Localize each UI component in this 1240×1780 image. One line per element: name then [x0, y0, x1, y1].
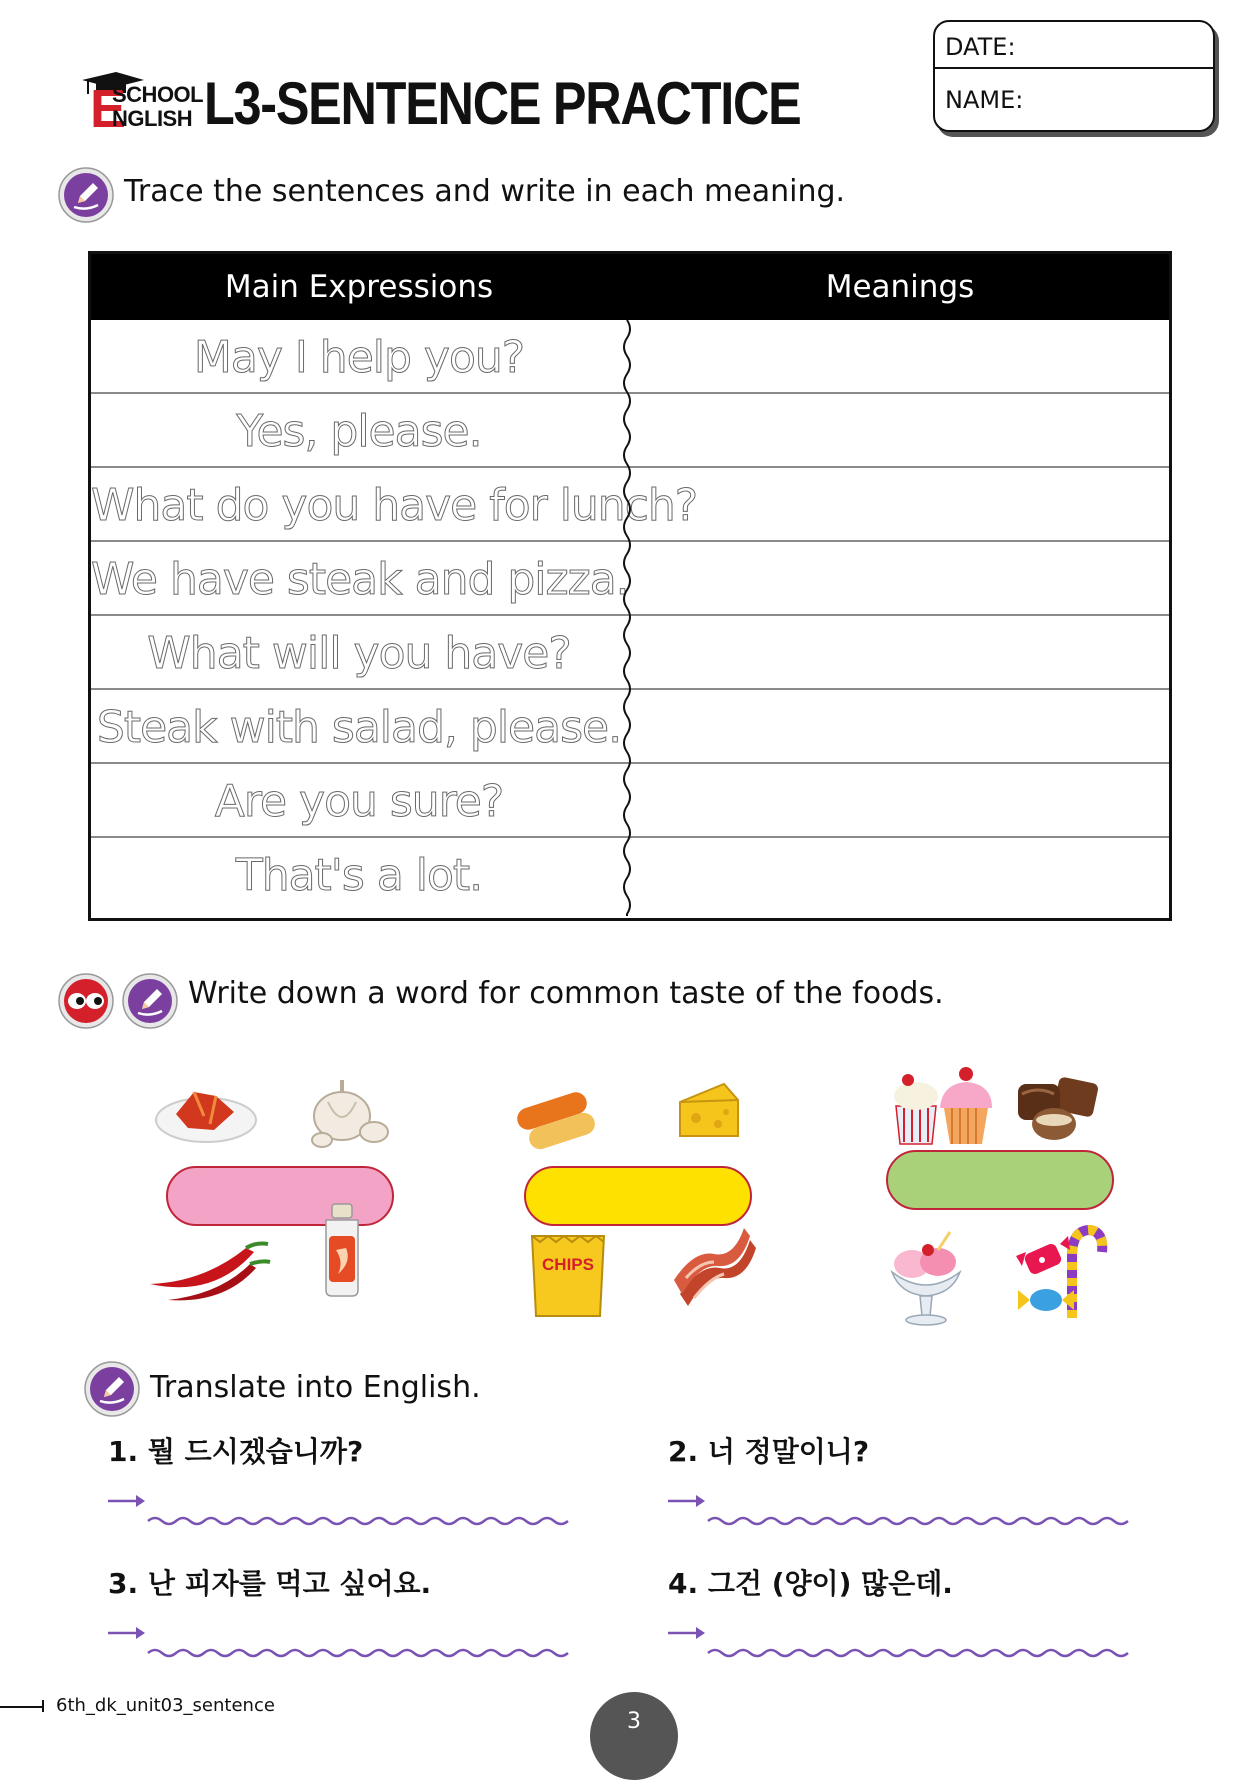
trace-sentence[interactable]: That's a lot. — [235, 850, 483, 901]
meaning-cell[interactable] — [631, 542, 1169, 614]
chili-pepper-icon — [144, 1238, 274, 1308]
meaning-cell[interactable] — [631, 838, 1169, 910]
bacon-icon — [670, 1224, 758, 1318]
trace-sentence[interactable]: Are you sure? — [214, 776, 504, 827]
chocolate-icon — [1012, 1072, 1104, 1144]
school-english-logo — [78, 70, 204, 139]
kimchi-icon — [154, 1076, 258, 1146]
sausage-icon — [512, 1080, 602, 1156]
instruction-taste: Write down a word for common taste of the foods. — [188, 976, 944, 1011]
page-title: L3-SENTENCE PRACTICE — [204, 70, 801, 137]
meaning-cell[interactable] — [631, 764, 1169, 836]
expressions-table — [88, 251, 1172, 921]
meaning-cell[interactable] — [631, 690, 1169, 762]
trace-sentence[interactable]: What will you have? — [147, 628, 571, 679]
chips-label: CHIPS — [542, 1255, 594, 1274]
page-number: 3 — [627, 1709, 641, 1734]
ice-cream-icon — [888, 1228, 964, 1328]
arrow-right-icon — [108, 1626, 146, 1640]
food-group-1 — [146, 1066, 466, 1346]
col-main-expressions: Main Expressions — [224, 269, 494, 305]
date-name-divider — [935, 67, 1213, 69]
meaning-cell[interactable] — [631, 394, 1169, 466]
korean-question-2: 2. 너 정말이니? — [668, 1435, 870, 1468]
hot-sauce-icon — [316, 1202, 368, 1298]
col-meanings: Meanings — [825, 269, 975, 305]
pencil-icon — [84, 1361, 140, 1417]
table-header — [91, 254, 1169, 320]
chips-icon — [526, 1230, 610, 1322]
korean-question-4: 4. 그건 (양이) 많은데. — [668, 1567, 953, 1600]
eyes-icon — [58, 973, 114, 1029]
taste-answer-field-3[interactable] — [886, 1150, 1114, 1210]
instruction-translate: Translate into English. — [150, 1370, 481, 1405]
trace-sentence[interactable]: Steak with salad, please. — [96, 702, 622, 753]
meaning-cell[interactable] — [631, 616, 1169, 688]
logo-english: NGLISH — [112, 106, 193, 131]
meaning-cell[interactable] — [631, 320, 1169, 392]
answer-line-2[interactable] — [708, 1514, 1128, 1528]
date-label: DATE: — [945, 33, 1016, 61]
name-label: NAME: — [945, 86, 1024, 114]
trace-sentence[interactable]: May I help you? — [193, 332, 525, 383]
trace-sentence[interactable]: What do you have for lunch? — [91, 480, 698, 531]
date-name-box — [933, 20, 1215, 132]
cupcake-icon — [892, 1050, 996, 1148]
logo-e: E — [90, 79, 125, 139]
answer-line-1[interactable] — [148, 1514, 568, 1528]
answer-line-3[interactable] — [148, 1646, 568, 1660]
meaning-cell[interactable] — [631, 468, 1169, 540]
cheese-icon — [674, 1078, 744, 1144]
food-group-3 — [866, 1050, 1186, 1330]
arrow-right-icon — [108, 1494, 146, 1508]
candy-icon — [1016, 1222, 1108, 1322]
korean-question-3: 3. 난 피자를 먹고 싶어요. — [108, 1567, 432, 1600]
answer-line-4[interactable] — [708, 1646, 1128, 1660]
logo-school: SCHOOL — [112, 82, 204, 107]
food-group-2 — [504, 1066, 824, 1346]
korean-question-1: 1. 뭘 드시겠습니까? — [108, 1435, 364, 1468]
footer-rule — [0, 1706, 44, 1708]
instruction-trace: Trace the sentences and write in each meaning. — [124, 174, 846, 209]
arrow-right-icon — [668, 1626, 706, 1640]
page-number-tab — [590, 1692, 678, 1780]
footer-tick — [42, 1700, 44, 1712]
taste-answer-field-2[interactable] — [524, 1166, 752, 1226]
footer-filename: 6th_dk_unit03_sentence — [56, 1695, 275, 1716]
trace-sentence[interactable]: Yes, please. — [236, 406, 482, 457]
trace-sentence[interactable]: We have steak and pizza. — [91, 554, 629, 605]
wavy-column-divider — [619, 320, 635, 912]
garlic-icon — [304, 1072, 394, 1152]
pencil-icon — [58, 167, 114, 223]
pencil-icon — [122, 973, 178, 1029]
arrow-right-icon — [668, 1494, 706, 1508]
